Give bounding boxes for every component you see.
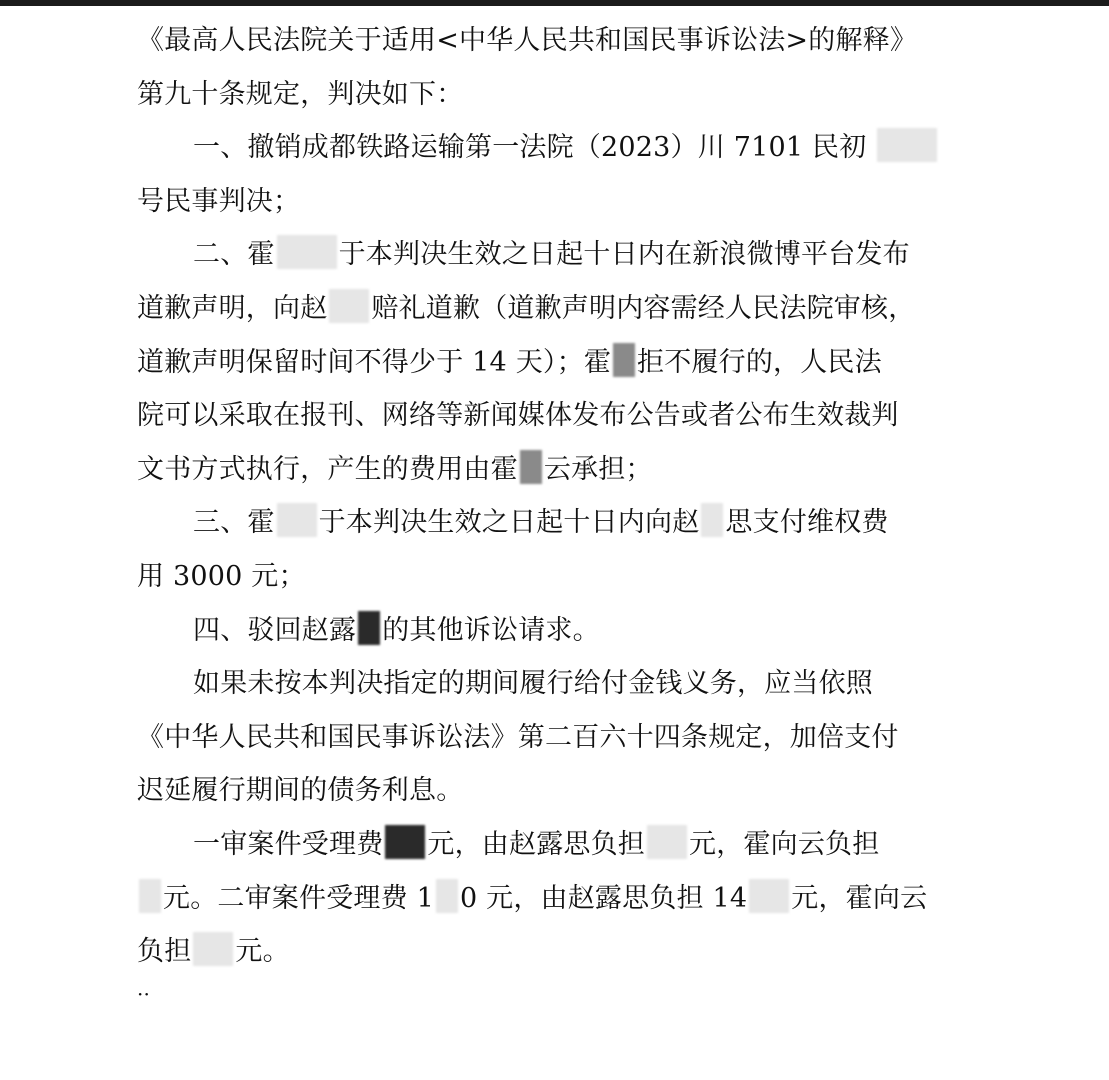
- case-fee-paragraph-cont-1: 元。二审案件受理费 1 0 元，由赵露思负担 14 元，霍向云: [137, 872, 967, 926]
- redaction-mark: [877, 128, 937, 162]
- verdict-item-2-cont-2: 道歉声明保留时间不得少于 14 天）；霍 拒不履行的，人民法: [137, 336, 967, 390]
- redaction-mark: [701, 503, 723, 537]
- verdict-item-2-cont-4: 文书方式执行，产生的费用由霍 云承担；: [137, 443, 967, 497]
- verdict-item-2-cont-1: 道歉声明，向赵 赔礼道歉（道歉声明内容需经人民法院审核，: [137, 282, 967, 336]
- redaction-mark: [193, 932, 233, 966]
- doc-line-2: 第九十条规定，判决如下：: [137, 78, 464, 110]
- verdict-item-2-cont-3: 院可以采取在报刊、网络等新闻媒体发布公告或者公布生效裁判: [137, 400, 899, 432]
- redaction-mark: [613, 343, 635, 377]
- redaction-mark: [139, 879, 161, 913]
- payment-notice-cont-2: 迟延履行期间的债务利息。: [137, 775, 464, 807]
- redaction-mark: [277, 235, 337, 269]
- payment-notice: 如果未按本判决指定的期间履行给付金钱义务，应当依照: [193, 668, 873, 700]
- redaction-mark: [436, 879, 458, 913]
- verdict-item-1-cont: 号民事判决；: [137, 185, 301, 217]
- case-fee-paragraph: 一审案件受理费 元，由赵露思负担 元，霍向云负担: [137, 818, 967, 872]
- case-fee-paragraph-cont-2: 负担 元。: [137, 925, 967, 979]
- verdict-item-3-cont: 用 3000 元；: [137, 560, 306, 592]
- redaction-mark: [358, 611, 380, 645]
- verdict-item-2: 二、霍 于本判决生效之日起十日内在新浪微博平台发布: [137, 228, 967, 282]
- verdict-item-4: 四、驳回赵露 的其他诉讼请求。: [137, 604, 967, 658]
- top-edge-bar: [0, 0, 1109, 6]
- redaction-mark: [749, 879, 789, 913]
- redaction-mark: [385, 825, 425, 859]
- verdict-item-3: 三、霍 于本判决生效之日起十日内向赵 思支付维权费: [137, 496, 967, 550]
- redaction-mark: [647, 825, 687, 859]
- trailing-dots: ··: [137, 981, 151, 1006]
- judgment-document: [137, 14, 967, 1009]
- redaction-mark: [277, 503, 317, 537]
- doc-line-1: 《最高人民法院关于适用<中华人民共和国民事诉讼法>的解释》: [137, 25, 918, 56]
- payment-notice-cont-1: 《中华人民共和国民事诉讼法》第二百六十四条规定，加倍支付: [137, 721, 899, 753]
- redaction-mark: [520, 450, 542, 484]
- redaction-mark: [329, 289, 369, 323]
- verdict-item-1: 一、撤销成都铁路运输第一法院（2023）川 7101 民初: [137, 121, 967, 175]
